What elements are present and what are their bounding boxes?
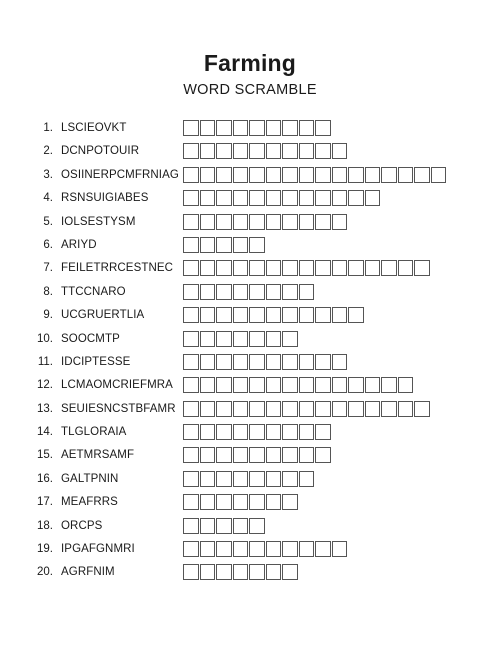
scrambled-word: FEILETRRCESTNEC (61, 262, 174, 275)
letter-box[interactable] (266, 214, 282, 230)
letter-box[interactable] (216, 518, 232, 534)
letter-box[interactable] (266, 167, 282, 183)
letter-box[interactable] (200, 424, 216, 440)
puzzle-row (0, 119, 500, 142)
letter-box[interactable] (216, 214, 232, 230)
puzzle-number: 7. (43, 262, 53, 275)
letter-box[interactable] (249, 471, 265, 487)
letter-box[interactable] (299, 401, 315, 417)
letter-box[interactable] (233, 354, 249, 370)
letter-box[interactable] (200, 471, 216, 487)
letter-box[interactable] (398, 167, 414, 183)
letter-box[interactable] (381, 401, 397, 417)
letter-box[interactable] (315, 120, 331, 136)
page-title: Farming (203, 50, 297, 76)
letter-box[interactable] (249, 120, 265, 136)
letter-box[interactable] (332, 167, 348, 183)
letter-box[interactable] (216, 237, 232, 253)
letter-box[interactable] (282, 167, 298, 183)
answer-boxes (183, 214, 348, 230)
puzzle-number: 12. (37, 379, 53, 392)
letter-box[interactable] (200, 214, 216, 230)
letter-box[interactable] (381, 167, 397, 183)
letter-box[interactable] (398, 377, 414, 393)
letter-box[interactable] (233, 377, 249, 393)
letter-box[interactable] (315, 190, 331, 206)
letter-box[interactable] (266, 284, 282, 300)
puzzle-number: 3. (43, 168, 53, 181)
puzzle-row (0, 259, 500, 282)
puzzle-number: 11. (37, 355, 53, 368)
puzzle-row (0, 493, 500, 516)
answer-boxes (183, 518, 266, 534)
letter-box[interactable] (233, 307, 249, 323)
letter-box[interactable] (348, 167, 364, 183)
letter-box[interactable] (266, 331, 282, 347)
letter-box[interactable] (200, 331, 216, 347)
puzzle-row (0, 283, 500, 306)
letter-box[interactable] (233, 331, 249, 347)
letter-box[interactable] (266, 447, 282, 463)
scrambled-word: SEUIESNCSTBFAMR (61, 402, 176, 415)
letter-box[interactable] (216, 471, 232, 487)
puzzle-number: 9. (43, 309, 53, 322)
letter-box[interactable] (216, 331, 232, 347)
letter-box[interactable] (216, 190, 232, 206)
letter-box[interactable] (249, 494, 265, 510)
letter-box[interactable] (299, 190, 315, 206)
answer-boxes (183, 167, 447, 183)
scrambled-word: ORCPS (61, 519, 103, 532)
letter-box[interactable] (183, 377, 199, 393)
letter-box[interactable] (315, 167, 331, 183)
letter-box[interactable] (266, 354, 282, 370)
letter-box[interactable] (233, 494, 249, 510)
letter-box[interactable] (200, 564, 216, 580)
letter-box[interactable] (398, 260, 414, 276)
letter-box[interactable] (332, 541, 348, 557)
letter-box[interactable] (365, 260, 381, 276)
letter-box[interactable] (299, 471, 315, 487)
letter-box[interactable] (266, 377, 282, 393)
letter-box[interactable] (299, 214, 315, 230)
letter-box[interactable] (233, 447, 249, 463)
letter-box[interactable] (282, 447, 298, 463)
letter-box[interactable] (200, 284, 216, 300)
scrambled-word: SOOCMTP (61, 332, 120, 345)
letter-box[interactable] (315, 401, 331, 417)
answer-boxes (183, 143, 348, 159)
letter-box[interactable] (266, 494, 282, 510)
puzzle-row (0, 213, 500, 236)
letter-box[interactable] (282, 354, 298, 370)
letter-box[interactable] (183, 214, 199, 230)
letter-box[interactable] (332, 190, 348, 206)
puzzle-number: 4. (43, 192, 53, 205)
letter-box[interactable] (233, 120, 249, 136)
letter-box[interactable] (282, 331, 298, 347)
letter-box[interactable] (332, 401, 348, 417)
scrambled-word: RSNSUIGIABES (61, 192, 149, 205)
letter-box[interactable] (348, 260, 364, 276)
answer-boxes (183, 190, 381, 206)
letter-box[interactable] (249, 541, 265, 557)
answer-boxes (183, 471, 315, 487)
letter-box[interactable] (183, 564, 199, 580)
puzzle-number: 2. (43, 145, 53, 158)
letter-box[interactable] (183, 237, 199, 253)
letter-box[interactable] (299, 167, 315, 183)
answer-boxes (183, 564, 299, 580)
letter-box[interactable] (216, 424, 232, 440)
letter-box[interactable] (381, 260, 397, 276)
letter-box[interactable] (183, 167, 199, 183)
scrambled-word: AETMRSAMF (61, 449, 135, 462)
letter-box[interactable] (398, 401, 414, 417)
puzzle-row (0, 563, 500, 586)
letter-box[interactable] (299, 424, 315, 440)
letter-box[interactable] (249, 354, 265, 370)
letter-box[interactable] (299, 354, 315, 370)
puzzle-number: 20. (37, 566, 53, 579)
letter-box[interactable] (183, 494, 199, 510)
letter-box[interactable] (414, 260, 430, 276)
puzzle-number: 16. (37, 472, 53, 485)
puzzle-number: 18. (37, 519, 53, 532)
scrambled-word: MEAFRRS (61, 496, 118, 509)
letter-box[interactable] (282, 307, 298, 323)
letter-box[interactable] (282, 190, 298, 206)
letter-box[interactable] (266, 424, 282, 440)
letter-box[interactable] (183, 401, 199, 417)
letter-box[interactable] (315, 447, 331, 463)
answer-boxes (183, 307, 365, 323)
letter-box[interactable] (233, 214, 249, 230)
answer-boxes (183, 424, 332, 440)
puzzle-row (0, 330, 500, 353)
letter-box[interactable] (216, 377, 232, 393)
answer-boxes (183, 120, 332, 136)
answer-boxes (183, 260, 431, 276)
letter-box[interactable] (282, 471, 298, 487)
letter-box[interactable] (315, 354, 331, 370)
letter-box[interactable] (183, 354, 199, 370)
letter-box[interactable] (266, 307, 282, 323)
puzzle-number: 15. (37, 449, 53, 462)
letter-box[interactable] (200, 401, 216, 417)
letter-box[interactable] (315, 377, 331, 393)
letter-box[interactable] (266, 143, 282, 159)
answer-boxes (183, 377, 414, 393)
letter-box[interactable] (216, 447, 232, 463)
letter-box[interactable] (216, 120, 232, 136)
scrambled-word: UCGRUERTLIA (61, 309, 145, 322)
letter-box[interactable] (365, 190, 381, 206)
puzzle-number: 6. (43, 238, 53, 251)
scrambled-word: OSIINERPCMFRNIAG (61, 168, 179, 181)
puzzle-row (0, 517, 500, 540)
letter-box[interactable] (200, 167, 216, 183)
letter-box[interactable] (200, 354, 216, 370)
letter-box[interactable] (200, 541, 216, 557)
letter-box[interactable] (249, 143, 265, 159)
scrambled-word: IOLSESTYSM (61, 215, 136, 228)
letter-box[interactable] (233, 518, 249, 534)
letter-box[interactable] (266, 120, 282, 136)
letter-box[interactable] (183, 307, 199, 323)
puzzle-number: 19. (37, 543, 53, 556)
letter-box[interactable] (233, 424, 249, 440)
puzzle-row (0, 376, 500, 399)
letter-box[interactable] (266, 190, 282, 206)
letter-box[interactable] (183, 260, 199, 276)
letter-box[interactable] (216, 564, 232, 580)
letter-box[interactable] (365, 401, 381, 417)
letter-box[interactable] (282, 120, 298, 136)
letter-box[interactable] (233, 564, 249, 580)
scrambled-word: IPGAFGNMRI (61, 543, 135, 556)
letter-box[interactable] (233, 237, 249, 253)
letter-box[interactable] (365, 167, 381, 183)
letter-box[interactable] (348, 190, 364, 206)
letter-box[interactable] (266, 260, 282, 276)
letter-box[interactable] (216, 307, 232, 323)
scrambled-word: TTCCNARO (61, 285, 126, 298)
letter-box[interactable] (249, 190, 265, 206)
letter-box[interactable] (200, 377, 216, 393)
letter-box[interactable] (216, 354, 232, 370)
letter-box[interactable] (332, 260, 348, 276)
letter-box[interactable] (200, 143, 216, 159)
letter-box[interactable] (249, 307, 265, 323)
letter-box[interactable] (266, 564, 282, 580)
letter-box[interactable] (299, 307, 315, 323)
letter-box[interactable] (183, 284, 199, 300)
letter-box[interactable] (200, 237, 216, 253)
letter-box[interactable] (200, 120, 216, 136)
puzzle-row (0, 423, 500, 446)
answer-boxes (183, 401, 431, 417)
letter-box[interactable] (282, 214, 298, 230)
letter-box[interactable] (233, 260, 249, 276)
letter-box[interactable] (216, 401, 232, 417)
letter-box[interactable] (249, 447, 265, 463)
letter-box[interactable] (183, 190, 199, 206)
letter-box[interactable] (282, 260, 298, 276)
letter-box[interactable] (332, 354, 348, 370)
letter-box[interactable] (282, 377, 298, 393)
letter-box[interactable] (299, 120, 315, 136)
letter-box[interactable] (266, 401, 282, 417)
letter-box[interactable] (249, 518, 265, 534)
letter-box[interactable] (249, 237, 265, 253)
letter-box[interactable] (216, 167, 232, 183)
letter-box[interactable] (183, 331, 199, 347)
letter-box[interactable] (216, 494, 232, 510)
letter-box[interactable] (249, 564, 265, 580)
letter-box[interactable] (249, 260, 265, 276)
letter-box[interactable] (348, 307, 364, 323)
letter-box[interactable] (183, 143, 199, 159)
letter-box[interactable] (365, 377, 381, 393)
letter-box[interactable] (315, 143, 331, 159)
letter-box[interactable] (266, 541, 282, 557)
letter-box[interactable] (200, 307, 216, 323)
puzzle-number: 10. (37, 332, 53, 345)
letter-box[interactable] (249, 424, 265, 440)
letter-box[interactable] (315, 541, 331, 557)
letter-box[interactable] (299, 284, 315, 300)
letter-box[interactable] (332, 143, 348, 159)
letter-box[interactable] (233, 541, 249, 557)
puzzle-row (0, 166, 500, 189)
letter-box[interactable] (216, 143, 232, 159)
puzzle-row (0, 189, 500, 212)
letter-box[interactable] (200, 494, 216, 510)
letter-box[interactable] (249, 284, 265, 300)
letter-box[interactable] (233, 471, 249, 487)
letter-box[interactable] (233, 143, 249, 159)
letter-box[interactable] (332, 307, 348, 323)
letter-box[interactable] (282, 401, 298, 417)
letter-box[interactable] (216, 541, 232, 557)
puzzle-row (0, 306, 500, 329)
puzzle-row (0, 353, 500, 376)
letter-box[interactable] (299, 377, 315, 393)
letter-box[interactable] (315, 307, 331, 323)
letter-box[interactable] (282, 564, 298, 580)
answer-boxes (183, 541, 348, 557)
answer-boxes (183, 447, 332, 463)
letter-box[interactable] (200, 518, 216, 534)
letter-box[interactable] (299, 143, 315, 159)
letter-box[interactable] (299, 260, 315, 276)
puzzle-row (0, 540, 500, 563)
scrambled-word: TLGLORAIA (61, 426, 127, 439)
letter-box[interactable] (249, 167, 265, 183)
letter-box[interactable] (233, 167, 249, 183)
letter-box[interactable] (282, 284, 298, 300)
scrambled-word: ARIYD (61, 238, 97, 251)
answer-boxes (183, 284, 315, 300)
letter-box[interactable] (200, 447, 216, 463)
letter-box[interactable] (200, 260, 216, 276)
letter-box[interactable] (183, 120, 199, 136)
answer-boxes (183, 494, 299, 510)
puzzle-list (0, 119, 500, 587)
letter-box[interactable] (348, 377, 364, 393)
puzzle-row (0, 446, 500, 469)
letter-box[interactable] (282, 494, 298, 510)
letter-box[interactable] (216, 284, 232, 300)
letter-box[interactable] (299, 541, 315, 557)
scrambled-word: DCNPOTOUIR (61, 145, 140, 158)
answer-boxes (183, 354, 348, 370)
letter-box[interactable] (381, 377, 397, 393)
letter-box[interactable] (249, 377, 265, 393)
puzzle-number: 13. (37, 402, 53, 415)
letter-box[interactable] (249, 401, 265, 417)
letter-box[interactable] (315, 260, 331, 276)
puzzle-number: 17. (37, 496, 53, 509)
puzzle-row (0, 400, 500, 423)
letter-box[interactable] (431, 167, 447, 183)
letter-box[interactable] (183, 424, 199, 440)
letter-box[interactable] (233, 401, 249, 417)
puzzle-row (0, 142, 500, 165)
puzzle-number: 8. (43, 285, 53, 298)
letter-box[interactable] (183, 471, 199, 487)
letter-box[interactable] (282, 541, 298, 557)
letter-box[interactable] (348, 401, 364, 417)
letter-box[interactable] (233, 284, 249, 300)
puzzle-row (0, 236, 500, 259)
answer-boxes (183, 237, 266, 253)
answer-boxes (183, 331, 299, 347)
letter-box[interactable] (414, 167, 430, 183)
letter-box[interactable] (216, 260, 232, 276)
letter-box[interactable] (282, 143, 298, 159)
letter-box[interactable] (332, 377, 348, 393)
scrambled-word: LCMAOMCRIEFMRA (61, 379, 173, 392)
letter-box[interactable] (332, 214, 348, 230)
letter-box[interactable] (414, 401, 430, 417)
letter-box[interactable] (249, 214, 265, 230)
page-subtitle: WORD SCRAMBLE (183, 82, 317, 98)
letter-box[interactable] (249, 331, 265, 347)
letter-box[interactable] (315, 424, 331, 440)
puzzle-number: 5. (43, 215, 53, 228)
letter-box[interactable] (315, 214, 331, 230)
scrambled-word: LSCIEOVKT (61, 122, 127, 134)
letter-box[interactable] (299, 447, 315, 463)
letter-box[interactable] (183, 541, 199, 557)
scrambled-word: GALTPNIN (61, 472, 119, 485)
letter-box[interactable] (266, 471, 282, 487)
puzzle-row (0, 470, 500, 493)
letter-box[interactable] (183, 447, 199, 463)
letter-box[interactable] (200, 190, 216, 206)
scrambled-word: AGRFNIM (61, 566, 115, 579)
puzzle-number: 14. (37, 426, 53, 439)
scrambled-word: IDCIPTESSE (61, 355, 131, 368)
puzzle-number: 1. (43, 122, 53, 134)
letter-box[interactable] (282, 424, 298, 440)
letter-box[interactable] (183, 518, 199, 534)
letter-box[interactable] (233, 190, 249, 206)
